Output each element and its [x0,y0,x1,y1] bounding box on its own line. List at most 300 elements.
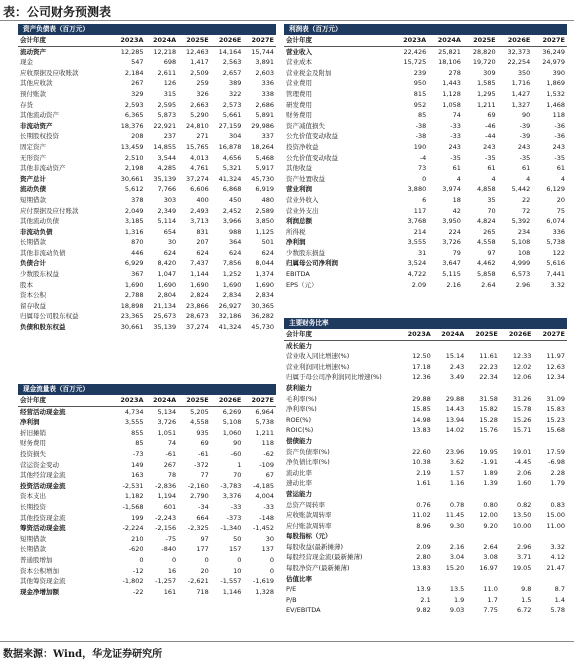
cell-value: 1,468 [546,100,565,109]
ratios-panel [284,318,567,616]
cell-value: 6,919 [255,185,274,194]
cell-value: 2,452 [222,206,242,215]
cell-value: 15.76 [479,426,498,435]
cell-value: 1,125 [255,227,274,236]
cell-value: 32,373 [507,47,531,56]
row-label: ROIC(%) [286,426,314,435]
table-row [284,57,567,68]
table-header-row [284,35,567,46]
table-row [284,500,567,511]
cell-value: 698 [163,58,177,67]
cell-value: -6.98 [548,458,565,467]
cell-value: 5,442 [511,185,531,194]
table-row [284,89,567,100]
cell-value: 2,510 [124,153,144,162]
cell-value: 239 [413,68,427,77]
cell-value: 243 [448,142,461,151]
cell-value: 4,013 [190,153,209,162]
cell-value: -1,802 [122,577,144,586]
cell-value: 2024A [428,35,463,46]
row-label: 管理费用 [286,89,312,98]
row-label: 其他收益 [286,164,312,173]
cell-value: -35 [519,153,531,162]
table-row [284,436,567,447]
cell-value: 5,108 [222,418,242,427]
row-label: 负债和股东权益 [20,323,66,332]
cell-value: -2,836 [155,481,177,490]
table-row [284,237,567,248]
cell-value: 336 [552,227,565,236]
cell-value: 1,211 [255,428,274,437]
row-label: P/E [286,585,297,594]
cell-value: 1,374 [255,270,274,279]
row-label: P/B [286,595,297,604]
row-label: 资本支出 [20,492,46,501]
cell-value: 0 [237,555,242,564]
row-label: 所得税 [286,227,306,236]
cell-value: 4,285 [157,164,177,173]
cell-value: 90 [233,439,242,448]
cell-value [500,383,534,394]
cell-value: 117 [413,206,427,215]
row-label: 折旧摊销 [20,428,46,437]
row-label: 营运资金变动 [20,460,59,469]
table-row [284,78,567,89]
cell-value: 950 [413,79,427,88]
cell-value: 8.96 [416,521,431,530]
cell-value: 5,468 [255,153,274,162]
cell-value: 15.26 [512,415,532,424]
row-label: 其他筹资现金流 [20,577,66,586]
cell-value: 15.78 [512,405,532,414]
cell-value: 2023A [394,35,429,46]
row-label: 归属母公司净利润 [286,259,338,268]
cell-value: 19,720 [472,58,496,67]
cell-value: 304 [228,132,242,141]
cell-value: 1,128 [442,89,461,98]
cell-value: 1,051 [157,428,177,437]
cell-value: 23,365 [120,312,144,321]
row-label: 短期借款 [20,534,46,543]
cell-value: 42 [452,206,461,215]
cell-value: 6,129 [546,185,565,194]
cell-value: -373 [226,513,242,522]
cell-value: 259 [196,79,209,88]
cell-value: 13.83 [412,564,431,573]
cell-value: 2.28 [550,468,565,477]
table-row [284,415,567,426]
cell-value [399,574,433,585]
cell-value: 4,462 [476,259,496,268]
cell-value: 14.02 [445,426,465,435]
table-row [18,100,276,111]
row-label: 无形资产 [20,153,46,162]
table-row [18,576,276,587]
cell-value: 13.83 [412,426,431,435]
row-label: 营业外支出 [286,206,319,215]
row-label: 应收票据及应收账款 [20,68,79,77]
row-label: 股本 [20,280,33,289]
cell-value: 2023A [113,395,146,406]
table-row [18,68,276,79]
row-label: 营业利润同比增速(%) [286,362,350,371]
cell-value: 3,966 [222,217,242,226]
cell-value: 199 [131,513,144,522]
cell-value: 2,663 [190,100,209,109]
cell-value: 126 [163,79,177,88]
cell-value: 1.79 [550,479,565,488]
table-row [18,290,276,301]
cell-value: 1,690 [190,280,209,289]
cell-value: 108 [517,248,531,257]
table-row [18,163,276,174]
cell-value: 5,873 [157,111,177,120]
cell-value: 2,493 [190,206,209,215]
table-row [18,269,276,280]
cell-value: 2,595 [157,100,177,109]
cell-value: 831 [196,227,209,236]
top-divider [0,20,574,21]
cell-value: 303 [163,195,177,204]
table-row [18,195,276,206]
cell-value: 3.04 [449,553,465,562]
cell-value: 11.02 [412,511,431,520]
cell-value: 2.1 [420,595,431,604]
row-label: 公允价值变动收益 [286,132,338,141]
table-row [284,258,567,269]
table-row [284,574,567,585]
cell-value: 22.34 [479,373,498,382]
row-label: 其他流动资产 [20,111,59,120]
row-label: 财务费用 [20,439,46,448]
cell-value: 12.36 [412,373,431,382]
cell-value: 137 [261,545,274,554]
table-row [18,110,276,121]
cell-value: 389 [228,79,242,88]
cell-value: -4 [419,153,427,162]
cell-value [466,574,500,585]
row-label: EPS（元） [286,280,318,289]
cell-value: 2025E [178,395,211,406]
cell-value: 31.58 [479,394,498,403]
cell-value: 0 [269,566,274,575]
cell-value: 2,563 [222,58,242,67]
cell-value: 19.01 [512,447,532,456]
cell-value: -61 [198,449,209,458]
row-label: 少数股东权益 [20,270,59,279]
cell-value: 315 [163,89,177,98]
table-row [18,523,276,534]
cell-value: -35 [554,153,565,162]
row-label: 其他投资现金流 [20,513,66,522]
cell-value: 122 [552,248,565,257]
cell-value: 5,114 [157,217,177,226]
cell-value: 0.83 [550,500,565,509]
cell-value: 2023A [399,329,433,340]
table-row [18,587,276,598]
table-row [18,417,276,428]
row-label: 流动资产 [20,47,46,56]
cell-value: 18,264 [251,142,274,151]
cell-value: 41,324 [218,174,242,183]
cell-value: 73 [417,164,427,173]
cell-value: 13.94 [445,415,465,424]
cell-value: 2,603 [255,68,274,77]
cell-value: 5,917 [255,164,274,173]
cell-value: -2,224 [122,524,144,533]
cell-value: 11.00 [546,521,565,530]
row-label: 流动负债 [20,185,46,194]
cell-value: -12 [132,566,144,575]
cell-value: 37,274 [186,323,209,332]
table-row [284,195,567,206]
cell-value: 952 [413,100,427,109]
cell-value: 2025E [463,35,498,46]
cell-value: 367 [131,270,144,279]
cell-value: 79 [452,248,461,257]
cell-value: 10 [233,566,242,575]
cell-value: 17.18 [412,362,431,371]
cell-value: 3,713 [190,217,209,226]
cell-value: 338 [261,89,274,98]
cell-value: 8,420 [157,259,177,268]
row-label: 预付账款 [20,89,46,98]
cell-value: 6 [422,195,427,204]
table-row [18,322,276,333]
cell-value: 5,392 [511,217,531,226]
cell-value: 1,060 [222,428,242,437]
row-label: 应付账款周转率 [286,521,332,530]
cell-value: 7,441 [546,270,565,279]
cell-value: 214 [413,227,427,236]
cell-value: 4,558 [476,238,496,247]
cell-value [433,574,467,585]
row-label: 营业成本 [286,58,312,67]
row-label: 应付票据及应付账款 [20,206,79,215]
row-label: 净利润 [286,238,306,247]
cell-value: 11.61 [479,352,498,361]
cell-value: 2,834 [222,291,242,300]
cell-value: 267 [131,79,144,88]
cell-value: 5,891 [255,111,274,120]
table-row [284,552,567,563]
row-label: 营业收入 [286,47,312,56]
cell-value: 12.50 [412,352,431,361]
cell-value: 400 [196,195,209,204]
cell-value: -39 [519,121,531,130]
cell-value: -372 [193,460,209,469]
cell-value: -73 [132,449,144,458]
cell-value: 2026E [211,35,244,46]
cell-value: 1,058 [442,100,461,109]
cell-value: 20 [556,195,565,204]
cell-value: 2026E [211,395,244,406]
cell-value: 2024A [433,329,467,340]
cell-value: 3.71 [516,553,532,562]
row-label: 营业收入同比增速(%) [286,352,350,361]
row-label: 净利率(%) [286,405,317,414]
table-row [18,470,276,481]
cell-value: 8.7 [554,585,565,594]
table-row [18,311,276,322]
cell-value: 21.47 [546,564,565,573]
cell-value: 6,573 [511,270,531,279]
table-row [18,428,276,439]
row-label: EV/EBITDA [286,606,321,615]
table-row [284,478,567,489]
income-statement-title: 利润表（百万元） [284,24,567,35]
cell-value: 870 [131,238,144,247]
cell-value: 26,927 [218,301,242,310]
table-row [18,206,276,217]
table-row [284,383,567,394]
cell-value: 85 [135,439,144,448]
cell-value: 5,738 [255,418,274,427]
cell-value: 149 [131,460,144,469]
table-row [18,237,276,248]
table-row [18,89,276,100]
row-label: 留存收益 [20,301,46,310]
cell-value: 2027E [532,35,567,46]
row-label: 会计年度 [284,329,399,340]
row-label: 其他非流动资产 [20,164,66,173]
table-row [284,584,567,595]
cell-value: 1,532 [546,89,565,98]
cell-value: 243 [552,142,565,151]
cell-value [500,531,534,542]
row-label: 归属母公司股东权益 [20,312,79,321]
cell-value: 45,730 [251,323,274,332]
cell-value: 2025E [466,329,500,340]
row-label: 投资损失 [20,449,46,458]
cell-value: 624 [163,248,177,257]
cell-value: -22 [132,587,144,596]
cell-value: 1,211 [476,100,496,109]
row-label: 普通股增加 [20,555,53,564]
cell-value [500,489,534,500]
table-row [18,566,276,577]
row-label: 非流动资产 [20,121,53,130]
cell-value: 9.8 [521,585,532,594]
row-label: 营业税金及附加 [286,68,332,77]
cell-value: 0.80 [483,500,498,509]
cell-value: 118 [552,111,565,120]
cell-value: 0 [139,555,144,564]
table-row [18,406,276,417]
row-label: 营业利润 [286,185,312,194]
cell-value: 50 [233,534,242,543]
row-label: 营运能力 [286,489,312,498]
cell-value: 61 [522,164,531,173]
income-statement-table [284,35,567,290]
cell-value: 29.88 [412,394,431,403]
cell-value: 815 [413,89,427,98]
cell-value: -840 [161,545,177,554]
cell-value: -4,185 [253,481,274,490]
cell-value: 27,159 [218,121,242,130]
cell-value: 624 [196,248,209,257]
cell-value: -75 [165,534,177,543]
cell-value: 2025E [178,35,211,46]
cell-value: 1,690 [255,280,274,289]
cell-value: 6,269 [222,407,242,416]
row-label: 筹资活动现金流 [20,524,66,533]
cell-value [533,436,567,447]
cell-value: -3,783 [220,481,242,490]
row-label: 应收账款周转率 [286,511,332,520]
table-row [18,184,276,195]
cell-value: 336 [261,79,274,88]
cell-value [399,436,433,447]
cell-value: 234 [517,227,531,236]
table-row [18,502,276,513]
cell-value: -46 [484,121,496,130]
cell-value: 3,891 [255,58,274,67]
cell-value: -33 [450,132,461,141]
table-row [284,521,567,532]
cell-value: 2,509 [190,68,209,77]
cell-value: 20 [200,566,209,575]
cell-value: 61 [452,164,461,173]
cell-value: -34 [198,502,209,511]
row-label: 投资活动现金流 [20,481,66,490]
table-row [284,68,567,79]
cell-value: 3,950 [442,217,461,226]
cell-value: 2,049 [124,206,144,215]
cell-value: 69 [487,111,496,120]
cell-value: 30,365 [251,301,274,310]
cell-value: 5,290 [190,111,209,120]
table-row [284,457,567,468]
table-row [18,534,276,545]
table-row [18,227,276,238]
cell-value: 15,765 [186,142,209,151]
row-label: 获利能力 [286,383,312,392]
ratios-title: 主要财务比率 [284,318,567,329]
cell-value: -36 [554,132,565,141]
row-label: 净负债比率(%) [286,458,330,467]
cell-value: 0 [171,555,177,564]
row-label: 每股指标（元） [286,532,332,541]
cell-value: 18,898 [120,301,144,310]
cell-value [433,531,467,542]
cell-value: 22.23 [479,362,498,371]
cell-value: 1,690 [222,280,242,289]
cell-value: 1,316 [124,227,144,236]
cell-value: -2,243 [155,513,177,522]
cell-value [399,383,433,394]
cell-value: 177 [196,545,209,554]
cell-value: 31 [417,248,427,257]
cell-value: 3,850 [255,217,274,226]
row-label: 归属于母公司净利润同比增速(%) [286,373,382,382]
table-row [284,563,567,574]
cell-value: 2,198 [124,164,144,173]
cell-value: 12.63 [546,362,565,371]
cell-value: 1,327 [511,100,531,109]
cell-value: 30 [265,534,274,543]
cell-value: 337 [261,132,274,141]
row-label: 会计年度 [18,395,113,406]
table-row [18,280,276,291]
cell-value: 271 [196,132,209,141]
cell-value: 5,321 [222,164,242,173]
cell-value: 45,730 [251,174,274,183]
cell-value: 15.20 [445,564,465,573]
cell-value: -109 [259,460,274,469]
cell-value [433,340,467,351]
cell-value: 19.05 [512,564,532,573]
